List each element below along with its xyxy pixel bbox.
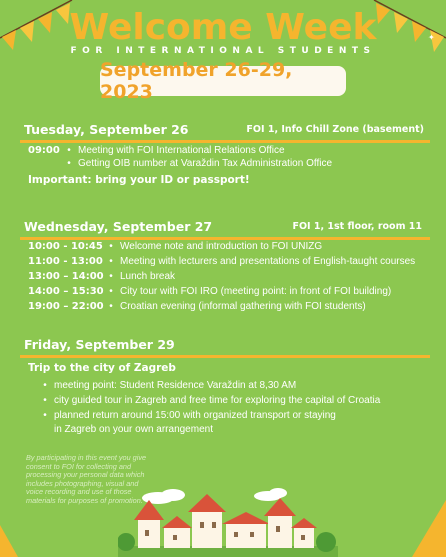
day2-activity: City tour with FOI IRO (meeting point: in front of FOI building) bbox=[120, 286, 392, 297]
day3-header bbox=[24, 333, 175, 355]
day3-row bbox=[40, 393, 380, 408]
day3-row bbox=[40, 378, 296, 393]
day2-row bbox=[28, 299, 366, 314]
day2-time: 19:00 – 22:00 bbox=[28, 301, 104, 312]
day2-time: 10:00 - 10:45 bbox=[28, 241, 103, 252]
consent-notice: By participating in this event you give consent to FOI for collecting and processing your personal data which includes photographing, visual and voice recording and use of those materials for purposes of promotion. bbox=[26, 453, 147, 505]
bullet-icon: • bbox=[67, 158, 71, 169]
event-subtitle: FOR INTERNATIONAL STUDENTS bbox=[70, 46, 376, 56]
day1-time: 09:00 bbox=[28, 145, 60, 156]
bullet-icon: • bbox=[109, 256, 113, 267]
day2-row bbox=[28, 284, 391, 299]
day1-important-note: Important: bring your ID or passport! bbox=[28, 174, 250, 186]
day2-header bbox=[24, 215, 422, 237]
day2-title: Wednesday, September 27 bbox=[24, 218, 213, 234]
day3-row-continued bbox=[54, 422, 213, 437]
svg-text:✦: ✦ bbox=[428, 33, 435, 42]
day3-divider bbox=[20, 355, 430, 358]
day2-activity: Lunch break bbox=[120, 271, 176, 282]
bullet-icon: • bbox=[109, 241, 113, 252]
bullet-icon: • bbox=[67, 145, 71, 156]
day1-item: Meeting with FOI International Relations Office bbox=[78, 145, 285, 156]
bullet-icon: • bbox=[109, 271, 113, 282]
castle-illustration bbox=[118, 480, 338, 557]
day2-activity: Welcome note and introduction to FOI UNIZG bbox=[120, 241, 323, 252]
day1-item: Getting OIB number at Varaždin Tax Administration Office bbox=[78, 158, 333, 169]
date-banner bbox=[100, 59, 346, 103]
day3-item: in Zagreb on your own arrangement bbox=[54, 424, 213, 435]
day1-header bbox=[24, 118, 424, 140]
day1-title: Tuesday, September 26 bbox=[24, 121, 189, 137]
day1-row-2 bbox=[64, 156, 332, 171]
day2-activity: Meeting with lecturers and presentations of English-taught courses bbox=[120, 256, 416, 267]
day3-trip-title: Trip to the city of Zagreb bbox=[28, 362, 176, 374]
day2-location: FOI 1, 1st floor, room 11 bbox=[292, 220, 422, 232]
day2-row bbox=[28, 269, 175, 284]
corner-decoration-right bbox=[406, 500, 446, 557]
day3-title: Friday, September 29 bbox=[24, 336, 175, 352]
bullet-icon: • bbox=[109, 286, 113, 297]
bullet-icon: • bbox=[43, 395, 47, 406]
corner-decoration-left bbox=[0, 525, 40, 557]
day3-item: city guided tour in Zagreb and free time for exploring the capital of Croatia bbox=[54, 395, 381, 406]
day2-row bbox=[28, 239, 322, 254]
bullet-icon: • bbox=[43, 410, 47, 421]
day2-time: 14:00 – 15:30 bbox=[28, 286, 104, 297]
day1-location: FOI 1, Info Chill Zone (basement) bbox=[246, 123, 424, 135]
event-title: Welcome Week bbox=[69, 7, 377, 48]
day3-item: meeting point: Student Residence Varaždin at 8,30 AM bbox=[54, 380, 297, 391]
day3-row bbox=[40, 408, 336, 423]
day2-row bbox=[28, 254, 415, 269]
day2-time: 11:00 - 13:00 bbox=[28, 256, 103, 267]
day2-activity: Croatian evening (informal gathering with FOI students) bbox=[120, 301, 366, 312]
day3-item: planned return around 15:00 with organized transport or staying bbox=[54, 410, 336, 421]
bullet-icon: • bbox=[43, 380, 47, 391]
day2-time: 13:00 – 14:00 bbox=[28, 271, 104, 282]
event-dates: September 26-29, 2023 bbox=[100, 59, 293, 103]
bullet-icon: • bbox=[109, 301, 113, 312]
